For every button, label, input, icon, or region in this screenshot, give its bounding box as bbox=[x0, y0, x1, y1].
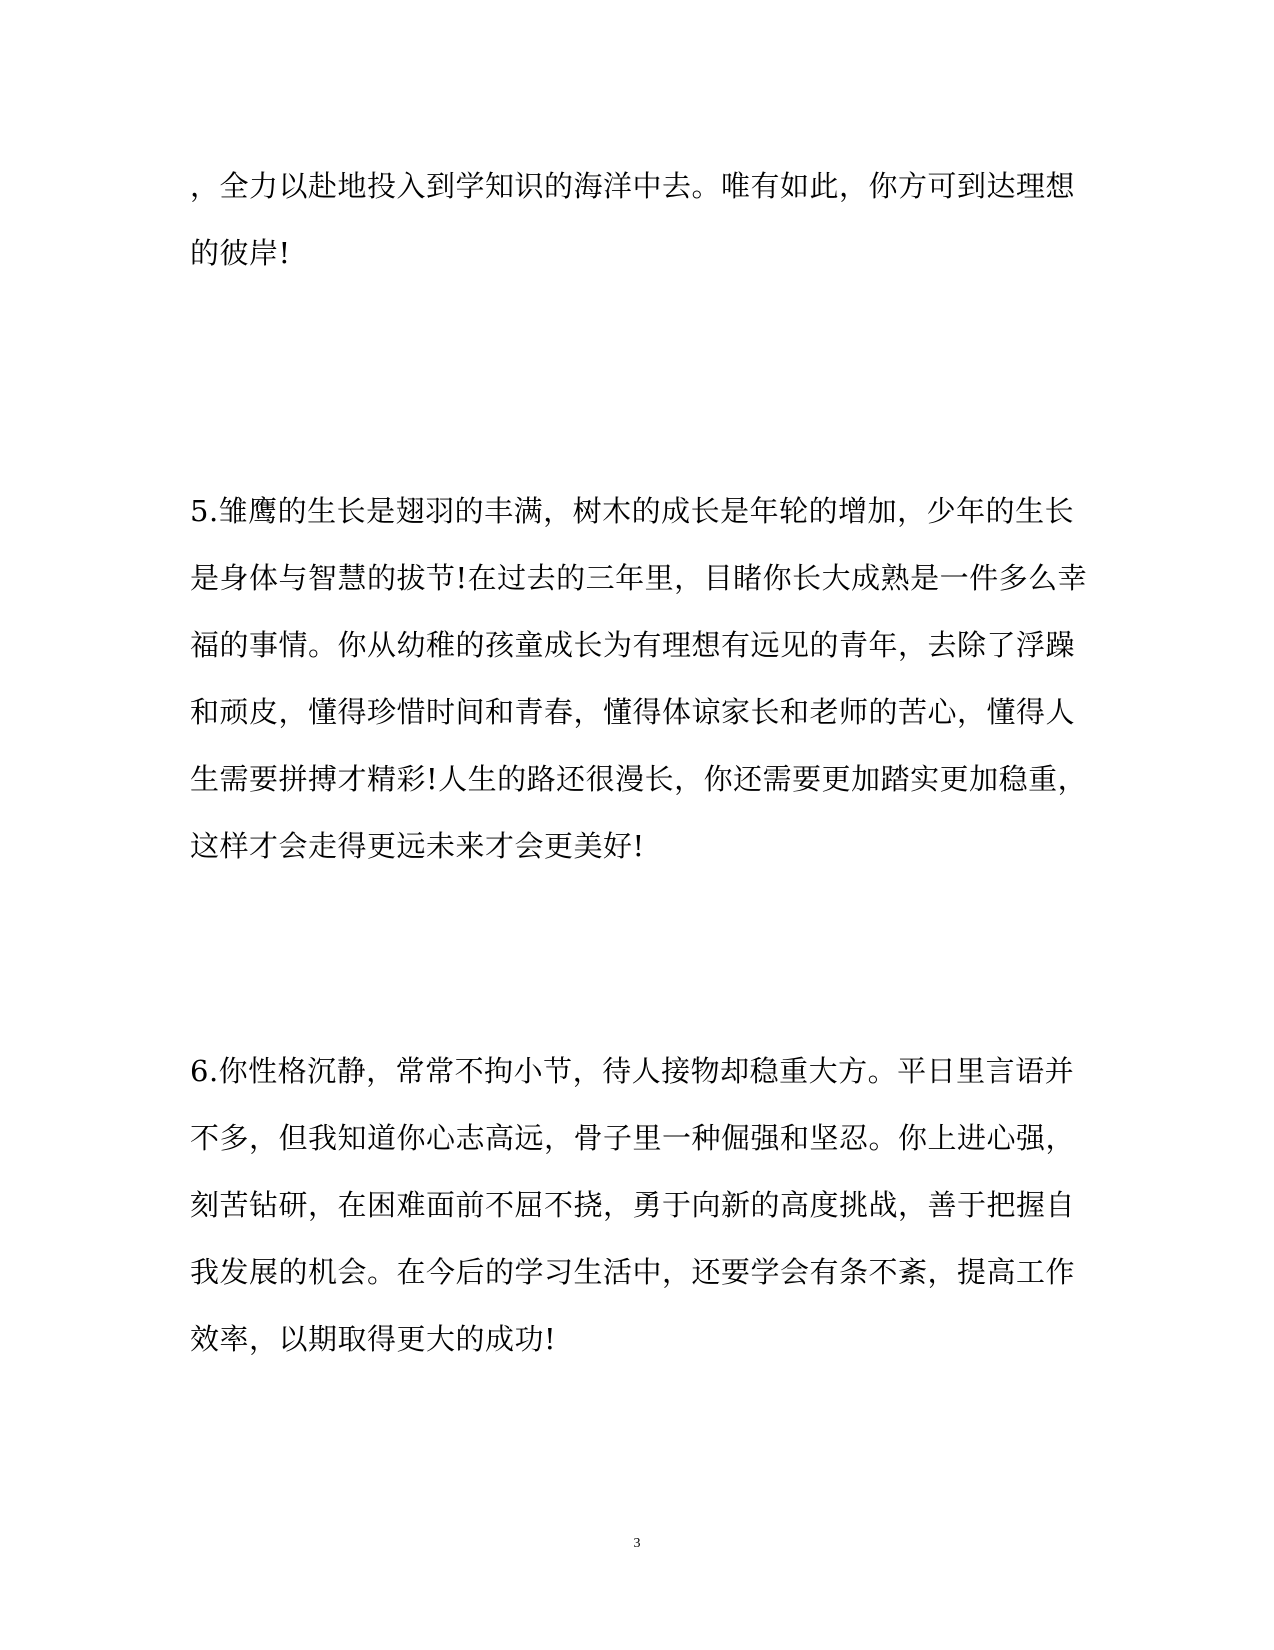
text-line: 5.雏鹰的生长是翅羽的丰满，树木的成长是年轮的增加，少年的生长 bbox=[190, 494, 1075, 528]
paragraph-6 bbox=[190, 1038, 1090, 1373]
text-line: 效率，以期取得更大的成功! bbox=[190, 1322, 557, 1356]
paragraph-5 bbox=[190, 478, 1090, 880]
text-line: 福的事情。你从幼稚的孩童成长为有理想有远见的青年，去除了浮躁 bbox=[190, 628, 1076, 662]
text-line: 不多，但我知道你心志高远，骨子里一种倔强和坚忍。你上进心强， bbox=[190, 1121, 1076, 1155]
text-line: 我发展的机会。在今后的学习生活中，还要学会有条不紊，提高工作 bbox=[190, 1255, 1076, 1289]
text-line: 是身体与智慧的拔节!在过去的三年里，目睹你长大成熟是一件多么幸 bbox=[190, 561, 1088, 595]
text-line: 6.你性格沉静，常常不拘小节，待人接物却稳重大方。平日里言语并 bbox=[190, 1054, 1075, 1088]
text-line: ，全力以赴地投入到学知识的海洋中去。唯有如此，你方可到达理想 bbox=[190, 169, 1076, 203]
text-line: 刻苦钻研，在困难面前不屈不挠，勇于向新的高度挑战，善于把握自 bbox=[190, 1188, 1076, 1222]
text-line: 生需要拼搏才精彩!人生的路还很漫长，你还需要更加踏实更加稳重， bbox=[190, 762, 1088, 796]
text-line: 的彼岸! bbox=[190, 236, 291, 270]
text-line: 和顽皮，懂得珍惜时间和青春，懂得体谅家长和老师的苦心，懂得人 bbox=[190, 695, 1076, 729]
paragraph-continued bbox=[190, 153, 1090, 287]
page-number: 3 bbox=[633, 1536, 641, 1551]
text-line: 这样才会走得更远未来才会更美好! bbox=[190, 829, 645, 863]
